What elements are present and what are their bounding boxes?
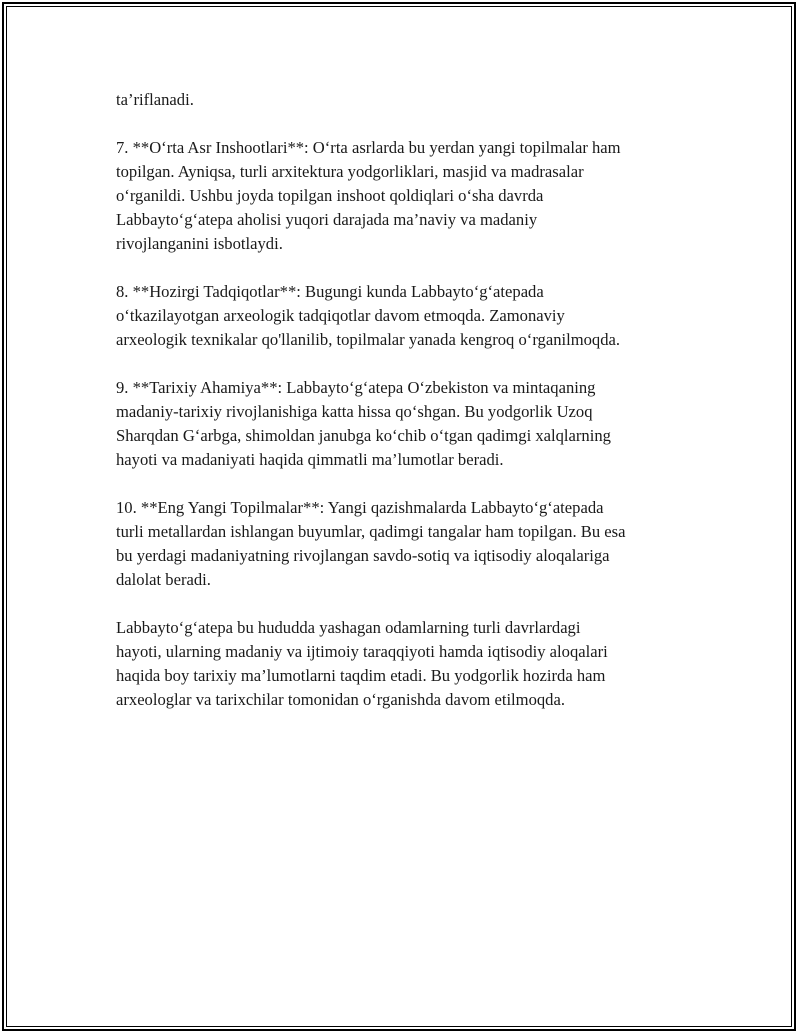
text-line: hayoti, ularning madaniy va ijtimoiy taraqqiyoti hamda iqtisodiy aloqalari — [116, 642, 608, 661]
paragraph-item-8 — [116, 280, 696, 352]
text-line: bu yerdagi madaniyatning rivojlangan savdo-sotiq va iqtisodiy aloqalariga — [116, 546, 610, 565]
document-body — [116, 88, 696, 736]
text-line: o‘rganildi. Ushbu joyda topilgan inshoot qoldiqlari o‘sha davrda — [116, 186, 544, 205]
text-line: haqida boy tarixiy ma’lumotlarni taqdim etadi. Bu yodgorlik hozirda ham — [116, 666, 606, 685]
paragraph-conclusion — [116, 616, 696, 712]
paragraph-intro-tail — [116, 88, 696, 112]
text-line: arxeologik texnikalar qo'llanilib, topilmalar yanada kengroq o‘rganilmoqda. — [116, 330, 621, 349]
text-line: 7. **O‘rta Asr Inshootlari**: O‘rta asrlarda bu yerdan yangi topilmalar ham — [116, 138, 621, 157]
text-line: ta’riflanadi. — [116, 90, 194, 109]
text-line: 8. **Hozirgi Tadqiqotlar**: Bugungi kunda Labbayto‘g‘atepada — [116, 282, 544, 301]
text-line: topilgan. Ayniqsa, turli arxitektura yodgorliklari, masjid va madrasalar — [116, 162, 584, 181]
paragraph-item-9 — [116, 376, 696, 472]
text-line: turli metallardan ishlangan buyumlar, qadimgi tangalar ham topilgan. Bu esa — [116, 522, 626, 541]
text-line: o‘tkazilayotgan arxeologik tadqiqotlar davom etmoqda. Zamonaviy — [116, 306, 565, 325]
text-line: Sharqdan G‘arbga, shimoldan janubga ko‘chib o‘tgan qadimgi xalqlarning — [116, 426, 611, 445]
text-line: hayoti va madaniyati haqida qimmatli ma’lumotlar beradi. — [116, 450, 504, 469]
text-line: Labbayto‘g‘atepa aholisi yuqori darajada ma’naviy va madaniy — [116, 210, 538, 229]
text-line: rivojlanganini isbotlaydi. — [116, 234, 283, 253]
text-line: arxeologlar va tarixchilar tomonidan o‘rganishda davom etilmoqda. — [116, 690, 565, 709]
text-line: 9. **Tarixiy Ahamiya**: Labbayto‘g‘atepa O‘zbekiston va mintaqaning — [116, 378, 596, 397]
text-line: dalolat beradi. — [116, 570, 211, 589]
text-line: madaniy-tarixiy rivojlanishiga katta hissa qo‘shgan. Bu yodgorlik Uzoq — [116, 402, 593, 421]
text-line: Labbayto‘g‘atepa bu hududda yashagan odamlarning turli davrlardagi — [116, 618, 581, 637]
paragraph-item-10 — [116, 496, 696, 592]
text-line: 10. **Eng Yangi Topilmalar**: Yangi qazishmalarda Labbayto‘g‘atepada — [116, 498, 604, 517]
paragraph-item-7 — [116, 136, 696, 256]
